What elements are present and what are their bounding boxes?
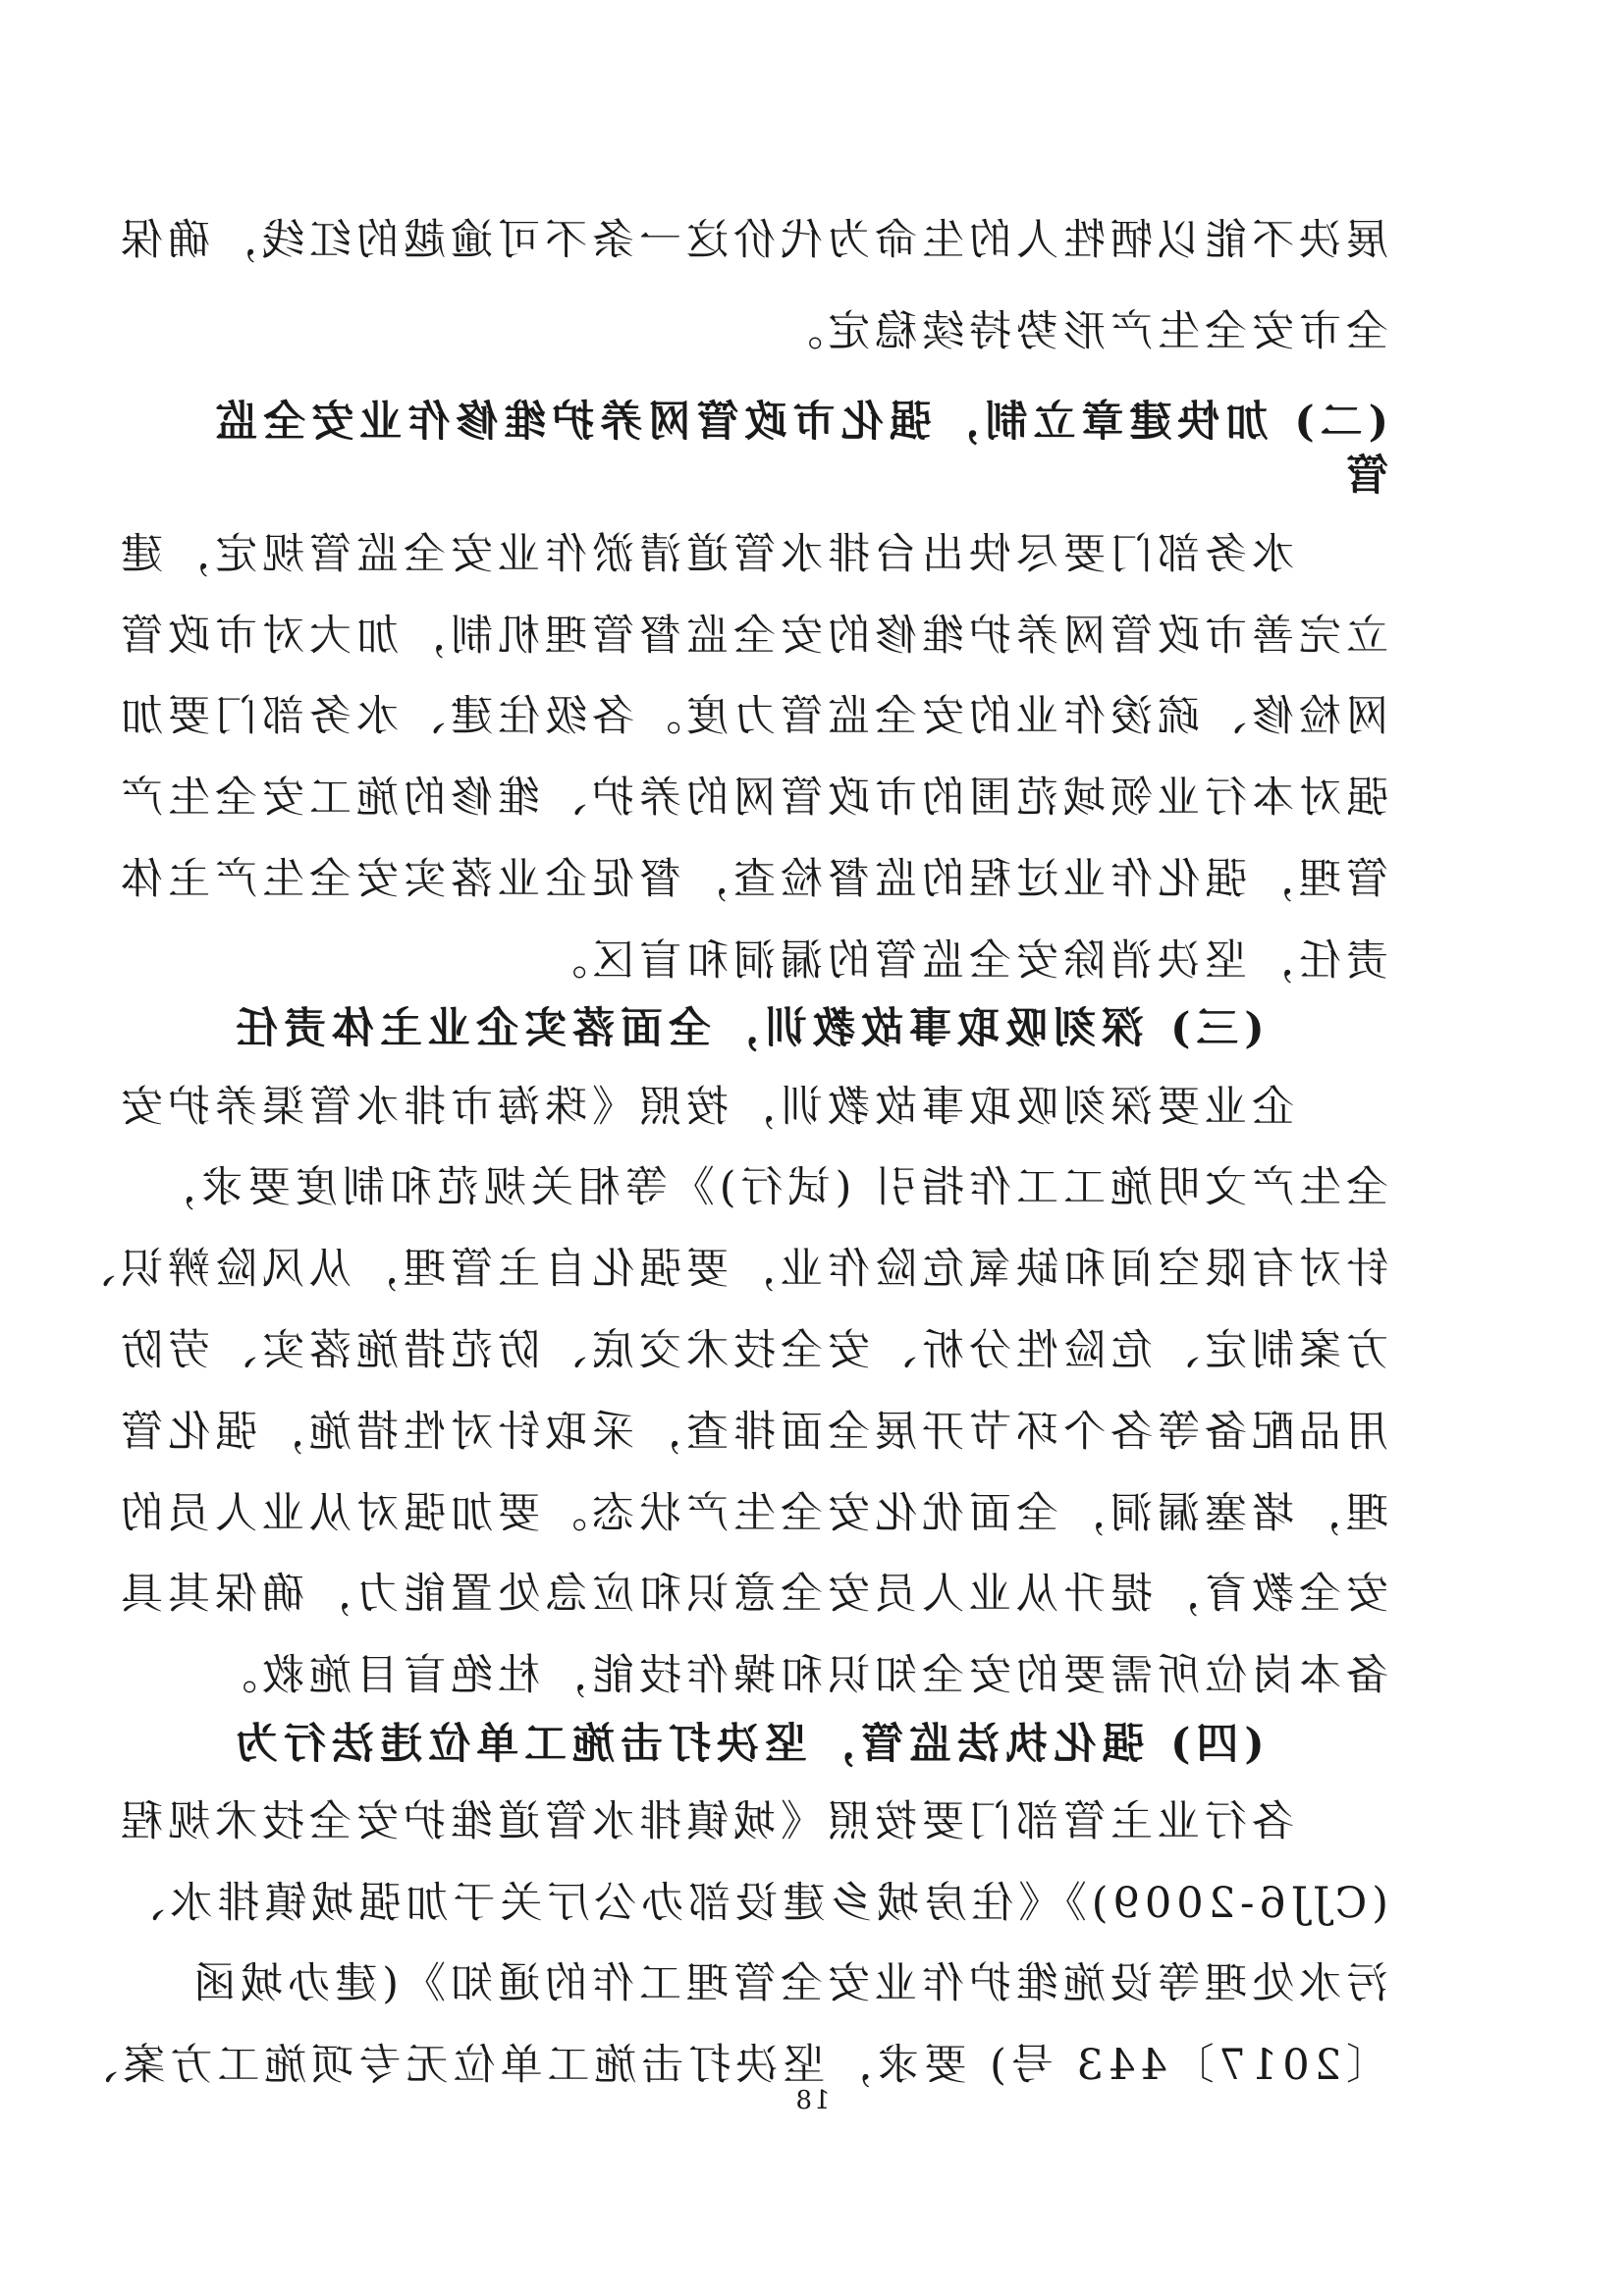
section-heading: 管 — [1340, 452, 1388, 501]
paragraph-line: 针对有限空间和缺氧危险作业，要强化自主管理，从风险辨识、 — [69, 1245, 1388, 1294]
section-heading: (四) 强化执法监管，坚决打击施工单位违法行为 — [230, 1720, 1265, 1769]
paragraph-line: 各行业主管部门要按照《城镇排水管道维护安全技术规程 — [116, 1797, 1294, 1846]
paragraph-line: 污水处理等设施维护作业安全管理工作的通知》(建办城函 — [189, 1959, 1388, 2008]
paragraph-line: 强对本行业领域范围的市政管网的养护、维修的施工安全生产 — [116, 774, 1388, 823]
paragraph-line: 立完善市政管网养护维修的安全监督管理机制，加大对市政管 — [116, 612, 1388, 661]
section-heading: (二) 加快建章立制，强化市政管网养护维修作业安全监 — [209, 398, 1388, 447]
paragraph-line: 安全教育，提升从业人员安全意识和应急处置能力，确保其具 — [116, 1570, 1388, 1619]
paragraph-line: 〔2017〕443 号) 要求，坚决打击施工单位无专项施工方案、 — [71, 2041, 1388, 2090]
paragraph-line: 方案制定、危险性分析、安全技术交底、防范措施落实、劳防 — [116, 1326, 1388, 1375]
paragraph-line: 全市安全生产形势持续稳定。 — [776, 307, 1388, 356]
paragraph-line: 全生产文明施工工作指引 (试行)》等相关规范和制度要求， — [148, 1163, 1388, 1212]
paragraph-line: 水务部门要尽快出台排水管道清淤作业安全监管规定，建 — [116, 530, 1294, 579]
paragraph-line: 用品配备等各个环节开展全面排查，采取针对性措施，强化管 — [116, 1408, 1388, 1457]
paragraph-line: 理，堵塞漏洞，全面优化安全生产状态。要加强对从业人员的 — [116, 1489, 1388, 1538]
paragraph-line: 管理，强化作业过程的监督检查，督促企业落实安全生产主体 — [116, 855, 1388, 904]
paragraph-line: 责任，坚决消除安全监管的漏洞和盲区。 — [540, 936, 1388, 986]
paragraph-line: 展决不能以牺牲人的生命为代价这一条不可逾越的红线，确保 — [116, 216, 1388, 265]
paragraph-line: 网检修、疏浚作业的安全监管力度。各级住建、水务部门要加 — [116, 692, 1388, 741]
section-heading: (三) 深刻吸取事故教训，全面落实企业主体责任 — [230, 1004, 1265, 1053]
paragraph-line: (CJJ6-2009)》《住房城乡建设部办公厅关于加强城镇排水、 — [118, 1879, 1388, 1928]
page-number: 18 — [793, 2086, 831, 2115]
paragraph-line: 企业要深刻吸取事故教训，按照《珠海市排水管渠养护安 — [116, 1083, 1294, 1132]
paragraph-line: 备本岗位所需要的安全知识和操作技能，杜绝盲目施救。 — [210, 1651, 1388, 1700]
